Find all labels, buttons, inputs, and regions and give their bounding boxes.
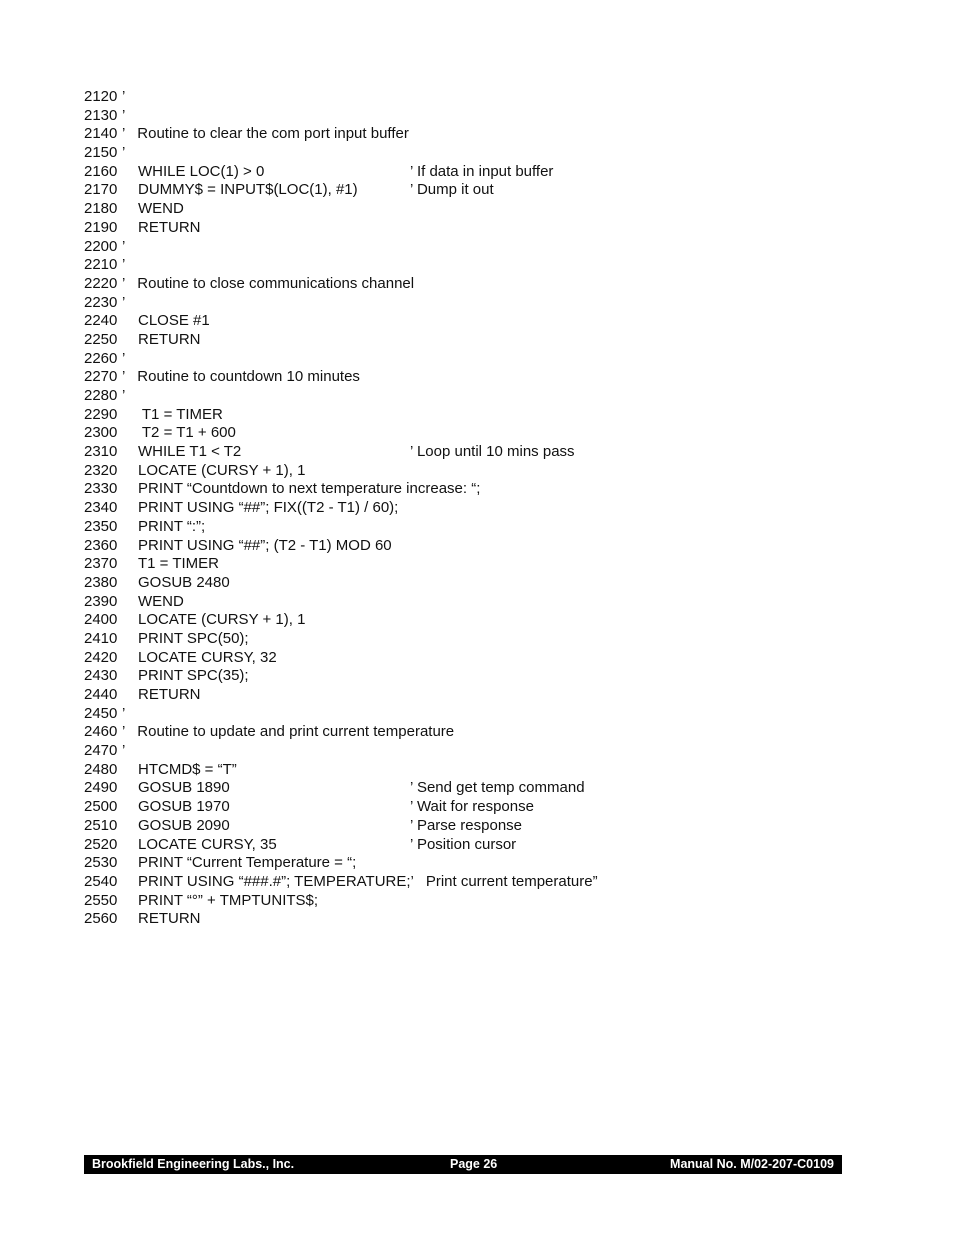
code-line (84, 499, 784, 518)
line-number: 2510 (84, 816, 118, 834)
line-number: 2380 (84, 573, 118, 591)
statement: ’ (122, 349, 126, 367)
statement: PRINT “°” + TMPTUNITS$; (138, 891, 319, 909)
inline-comment: ’ Send get temp command (410, 779, 585, 797)
statement: LOCATE (CURSY + 1), 1 (138, 461, 306, 479)
code-line (84, 574, 784, 593)
line-number: 2430 (84, 667, 118, 685)
code-line (84, 238, 784, 257)
code-line (84, 761, 784, 780)
line-number: 2240 (84, 312, 118, 330)
page-footer (84, 1155, 842, 1174)
code-line (84, 219, 784, 238)
code-line (84, 125, 784, 144)
statement: T2 = T1 + 600 (138, 424, 236, 442)
statement: PRINT USING “###.#”; TEMPERATURE;’ Print current temperature” (138, 872, 598, 890)
statement: ’ (122, 144, 126, 162)
inline-comment: ’ Position cursor (410, 835, 517, 853)
line-number: 2350 (84, 517, 118, 535)
footer-company: Brookfield Engineering Labs., Inc. (92, 1157, 295, 1171)
line-number: 2140 (84, 125, 118, 143)
code-line (84, 424, 784, 443)
code-line (84, 630, 784, 649)
code-line (84, 873, 784, 892)
statement: LOCATE CURSY, 35 (138, 835, 277, 853)
code-line (84, 555, 784, 574)
inline-comment: ’ Wait for response (410, 798, 534, 816)
code-line (84, 779, 784, 798)
statement: WEND (138, 200, 184, 218)
statement: GOSUB 1890 (138, 779, 230, 797)
line-number: 2340 (84, 499, 118, 517)
line-number: 2290 (84, 405, 118, 423)
inline-comment: ’ Dump it out (410, 181, 494, 199)
statement: WHILE LOC(1) > 0 (138, 162, 265, 180)
statement: WHILE T1 < T2 (138, 443, 242, 461)
inline-comment: ’ Parse response (410, 816, 523, 834)
code-line (84, 649, 784, 668)
code-line (84, 686, 784, 705)
statement: ’ (122, 704, 126, 722)
line-number: 2400 (84, 611, 118, 629)
code-line (84, 723, 784, 742)
statement: T1 = TIMER (138, 555, 219, 573)
statement: LOCATE (CURSY + 1), 1 (138, 611, 306, 629)
line-number: 2450 (84, 704, 118, 722)
statement: ’ (122, 256, 126, 274)
line-number: 2460 (84, 723, 118, 741)
statement: ’ (122, 293, 126, 311)
line-number: 2180 (84, 200, 118, 218)
code-line (84, 312, 784, 331)
code-line (84, 667, 784, 686)
code-line (84, 294, 784, 313)
code-line (84, 593, 784, 612)
statement: GOSUB 2480 (138, 573, 230, 591)
line-number: 2330 (84, 480, 118, 498)
code-line (84, 387, 784, 406)
statement: RETURN (138, 686, 201, 703)
statement: DUMMY$ = INPUT$(LOC(1), #1) (138, 181, 358, 199)
code-line (84, 331, 784, 350)
statement: ’ Routine to update and print current temperature (122, 723, 455, 741)
line-number: 2210 (84, 256, 118, 274)
code-line (84, 107, 784, 126)
statement: PRINT USING “##”; (T2 - T1) MOD 60 (138, 536, 392, 554)
line-number: 2360 (84, 536, 118, 554)
line-number: 2220 (84, 274, 118, 292)
line-number: 2300 (84, 424, 118, 442)
code-line (84, 892, 784, 911)
line-number: 2560 (84, 910, 118, 928)
code-line (84, 910, 784, 929)
code-line (84, 742, 784, 761)
line-number: 2490 (84, 779, 118, 797)
statement: PRINT SPC(50); (138, 629, 249, 647)
line-number: 2170 (84, 181, 118, 199)
footer-page-number: Page 26 (450, 1157, 498, 1171)
statement: ’ (122, 88, 126, 105)
code-line (84, 406, 784, 425)
statement: CLOSE #1 (138, 312, 210, 330)
code-line (84, 518, 784, 537)
statement: ’ Routine to countdown 10 minutes (122, 368, 360, 386)
statement: HTCMD$ = “T” (138, 760, 237, 778)
inline-comment: ’ Loop until 10 mins pass (410, 443, 575, 461)
line-number: 2520 (84, 835, 118, 853)
code-line (84, 256, 784, 275)
statement: ’ Routine to close communications channel (122, 274, 415, 292)
line-number: 2200 (84, 237, 118, 255)
code-line (84, 480, 784, 499)
code-line (84, 705, 784, 724)
line-number: 2530 (84, 854, 118, 872)
code-line (84, 88, 784, 107)
statement: ’ (122, 106, 126, 124)
code-line (84, 443, 784, 462)
inline-comment: ’ If data in input buffer (410, 162, 554, 180)
line-number: 2160 (84, 162, 118, 180)
statement: ’ Routine to clear the com port input buffer (122, 125, 409, 143)
line-number: 2270 (84, 368, 118, 386)
line-number: 2480 (84, 760, 118, 778)
code-line (84, 836, 784, 855)
code-line (84, 144, 784, 163)
statement: T1 = TIMER (138, 405, 223, 423)
line-number: 2130 (84, 106, 118, 124)
line-number: 2230 (84, 293, 118, 311)
code-line (84, 817, 784, 836)
statement: PRINT USING “##”; FIX((T2 - T1) / 60); (138, 499, 399, 517)
code-line (84, 163, 784, 182)
statement: RETURN (138, 218, 201, 236)
statement: PRINT “Countdown to next temperature increase: “; (138, 480, 481, 498)
statement: GOSUB 1970 (138, 798, 230, 816)
line-number: 2550 (84, 891, 118, 909)
code-listing (84, 88, 784, 929)
code-line (84, 350, 784, 369)
statement: LOCATE CURSY, 32 (138, 648, 277, 666)
statement: PRINT “Current Temperature = “; (138, 854, 357, 872)
code-line (84, 854, 784, 873)
line-number: 2370 (84, 555, 118, 573)
line-number: 2260 (84, 349, 118, 367)
code-line (84, 181, 784, 200)
statement: PRINT SPC(35); (138, 667, 249, 685)
line-number: 2540 (84, 872, 118, 890)
line-number: 2390 (84, 592, 118, 610)
line-number: 2470 (84, 742, 118, 760)
code-line (84, 611, 784, 630)
line-number: 2410 (84, 629, 118, 647)
line-number: 2250 (84, 330, 118, 348)
line-number: 2150 (84, 144, 118, 162)
statement: WEND (138, 592, 184, 610)
statement: RETURN (138, 330, 201, 348)
statement: ’ (122, 237, 126, 255)
statement: RETURN (138, 910, 201, 928)
code-line (84, 275, 784, 294)
statement: ’ (122, 387, 126, 404)
footer-manual-number: Manual No. M/02-207-C0109 (670, 1157, 834, 1171)
line-number: 2500 (84, 798, 118, 816)
statement: GOSUB 2090 (138, 816, 230, 834)
code-line (84, 368, 784, 387)
code-line (84, 462, 784, 481)
code-line (84, 798, 784, 817)
line-number: 2320 (84, 461, 118, 479)
line-number: 2280 (84, 387, 118, 404)
statement: ’ (122, 742, 126, 760)
line-number: 2120 (84, 88, 118, 105)
line-number: 2440 (84, 686, 118, 703)
line-number: 2420 (84, 648, 118, 666)
statement: PRINT “:”; (138, 517, 206, 535)
line-number: 2310 (84, 443, 118, 461)
code-line (84, 537, 784, 556)
line-number: 2190 (84, 218, 118, 236)
code-line (84, 200, 784, 219)
